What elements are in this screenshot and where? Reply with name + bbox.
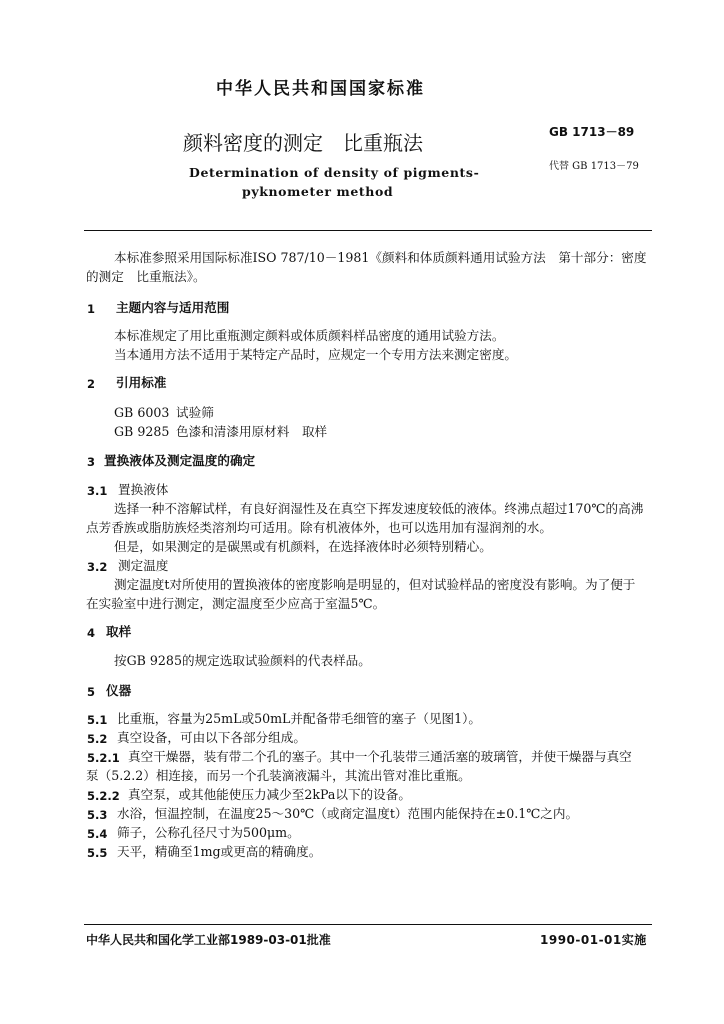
- issuing-body: 中华人民共和国国家标准: [216, 79, 425, 99]
- section-1-para2: 当本通用方法不适用于某特定产品时，应规定一个专用方法来测定密度。: [114, 347, 517, 362]
- section-4-title: 取样: [106, 624, 132, 639]
- header-rule: [84, 230, 652, 231]
- section-4-number: 4: [87, 626, 96, 640]
- approval-note: 中华人民共和国化学工业部1989-03-01批准: [86, 933, 331, 947]
- section-5-2-2-text: 真空泵，或其他能使压力减少至2kPa以下的设备。: [128, 787, 411, 802]
- section-1-number: 1: [87, 302, 96, 316]
- replaces-note: 代替 GB 1713－79: [549, 161, 639, 172]
- section-5-2-1-line1: 真空干燥器，装有带二个孔的塞子。其中一个孔装带三通活塞的玻璃管，并使干燥器与真空: [128, 749, 632, 764]
- section-3-1-line3: 但是，如果测定的是碳黑或有机颜料，在选择液体时必须特别精心。: [114, 539, 492, 554]
- section-5-2-2-number: 5.2.2: [87, 789, 120, 803]
- section-5-5-number: 5.5: [87, 846, 108, 860]
- section-2-title: 引用标准: [116, 375, 167, 390]
- section-5-3-number: 5.3: [87, 808, 108, 822]
- section-1-title: 主题内容与适用范围: [116, 300, 230, 315]
- section-3-1-number: 3.1: [87, 484, 108, 498]
- section-3-1-line1: 选择一种不溶解试样，有良好润湿性及在真空下挥发速度较低的液体。终沸点超过170℃的高沸: [114, 501, 644, 516]
- section-3-2-line1: 测定温度t对所使用的置换液体的密度影响是明显的，但对试验样品的密度没有影响。为了便于: [114, 577, 636, 592]
- section-1-para1: 本标准规定了用比重瓶测定颜料或体质颜料样品密度的通用试验方法。: [114, 328, 505, 343]
- reference-2-title: 色漆和清漆用原材料 取样: [176, 424, 328, 439]
- section-5-2-1-number: 5.2.1: [87, 751, 120, 765]
- standard-number: GB 1713－89: [549, 125, 635, 139]
- section-3-1-line2: 点芳香族或脂肪族烃类溶剂均可适用。除有机液体外，也可以选用加有湿润剂的水。: [86, 520, 552, 535]
- title-english-line2: pyknometer method: [242, 184, 394, 199]
- section-5-number: 5: [87, 685, 96, 699]
- section-2-number: 2: [87, 377, 96, 391]
- reference-1-title: 试验筛: [176, 405, 214, 420]
- section-3-title: 置换液体及测定温度的确定: [104, 453, 256, 468]
- section-5-title: 仪器: [106, 683, 132, 698]
- title-chinese: 颜料密度的测定 比重瓶法: [183, 131, 423, 155]
- reference-1-code: GB 6003: [114, 405, 170, 420]
- section-3-1-title: 置换液体: [118, 482, 169, 497]
- section-3-number: 3: [87, 455, 96, 469]
- footer-rule: [84, 924, 652, 925]
- section-5-4-number: 5.4: [87, 827, 108, 841]
- intro-line2: 的测定 比重瓶法》。: [86, 269, 206, 284]
- section-5-5-text: 天平，精确至1mg或更高的精确度。: [117, 844, 322, 859]
- section-3-2-title: 测定温度: [118, 558, 169, 573]
- section-5-2-1-line2: 泵（5.2.2）相连接，而另一个孔装滴液漏斗，其流出管对准比重瓶。: [86, 768, 471, 783]
- section-3-2-line2: 在实验室中进行测定，测定温度至少应高于室温5℃。: [86, 596, 386, 611]
- section-5-2-text: 真空设备，可由以下各部分组成。: [117, 730, 306, 745]
- section-5-3-text: 水浴，恒温控制，在温度25～30℃（或商定温度t）范围内能保持在±0.1℃之内。: [117, 806, 579, 821]
- section-5-1-text: 比重瓶，容量为25mL或50mL并配备带毛细管的塞子（见图1）。: [117, 711, 482, 726]
- section-3-2-number: 3.2: [87, 560, 108, 574]
- section-5-2-number: 5.2: [87, 732, 108, 746]
- intro-line1: 本标准参照采用国际标准ISO 787/10－1981《颜料和体质颜料通用试验方法 第十部分：密度: [114, 250, 647, 265]
- section-5-1-number: 5.1: [87, 713, 108, 727]
- title-english-line1: Determination of density of pigments-: [189, 165, 480, 180]
- reference-2-code: GB 9285: [114, 424, 170, 439]
- section-4-para1: 按GB 9285的规定选取试验颜料的代表样品。: [114, 653, 371, 668]
- section-5-4-text: 筛子，公称孔径尺寸为500μm。: [117, 825, 300, 840]
- effective-date: 1990-01-01实施: [540, 933, 647, 947]
